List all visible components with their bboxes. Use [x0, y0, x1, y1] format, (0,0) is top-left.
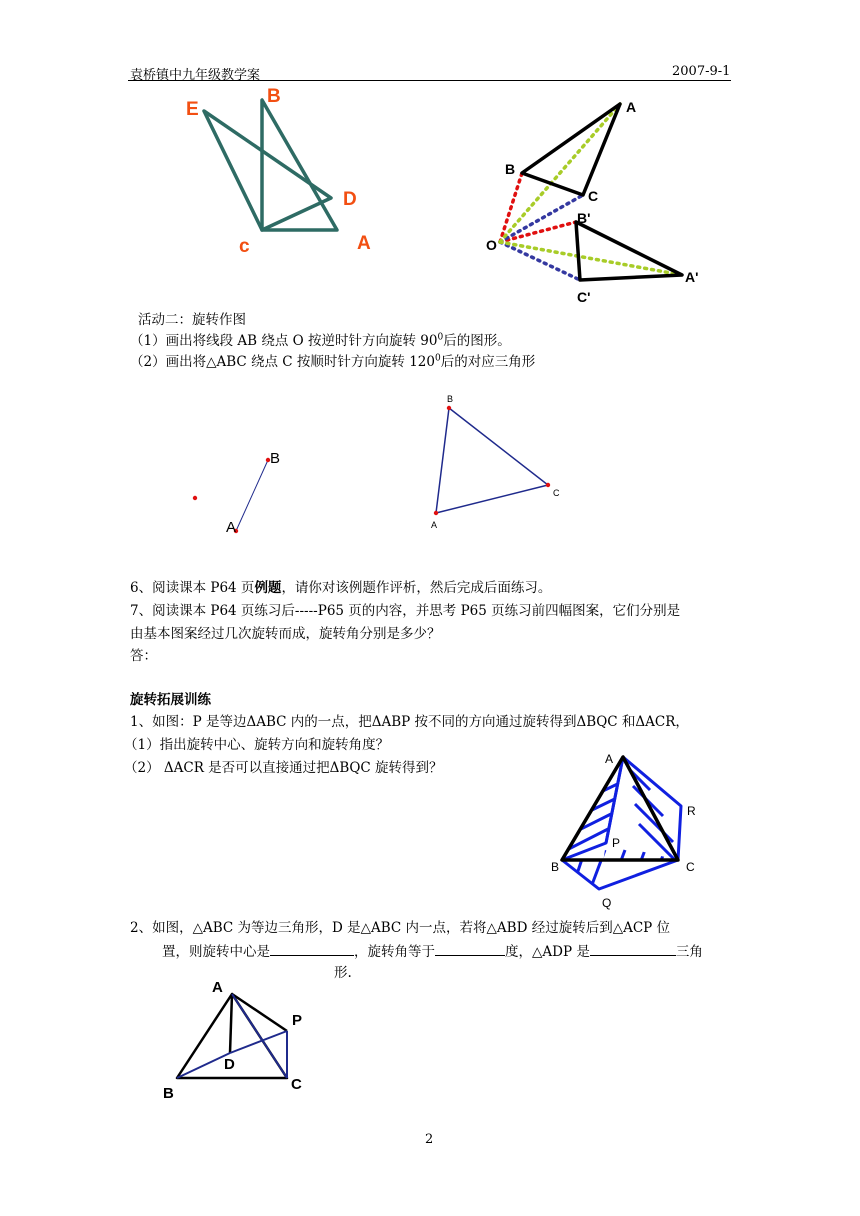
activity2-item1: （1）画出将线段 AB 绕点 O 按逆时针方向旋转 $90^0$后的图形。	[130, 332, 511, 349]
activity2-item2: （2）画出将△ABC 绕点 C 按顺时针方向旋转 $120^0$后的对应三角形	[130, 353, 536, 370]
header-rule	[128, 80, 731, 81]
label-b: B	[447, 394, 454, 404]
blank-triangle-type[interactable]	[590, 941, 676, 956]
figure-rotation-about-o	[480, 94, 720, 309]
dotted-oc2	[500, 242, 580, 280]
label-a: A	[357, 233, 371, 254]
label-o: O	[486, 237, 497, 253]
dotted-oa2	[500, 242, 682, 275]
section-title: 旋转拓展训练	[130, 692, 211, 708]
label-p: P	[292, 1012, 303, 1029]
problem-1: 1、如图：P 是等边ΔABC 内的一点，把ΔABP 按不同的方向通过旋转得到ΔBQC 和ΔACR，	[130, 714, 689, 730]
figure-triangle-abd-acp	[155, 972, 320, 1107]
label-e: E	[186, 99, 199, 120]
label-a: A	[605, 752, 614, 766]
label-q: Q	[602, 896, 612, 910]
triangle-abc	[522, 104, 620, 195]
problem-1-sub2: （2） ΔACR 是否可以直接通过把ΔBQC 旋转得到？	[124, 760, 443, 776]
dotted-oa	[500, 104, 620, 242]
point-c	[546, 483, 550, 487]
problem-2-line3: 形.	[334, 965, 352, 981]
label-a: A	[626, 99, 637, 115]
figure-triangle-abc	[420, 390, 580, 530]
question-7-line1: 7、阅读课本 P64 页练习后-----P65 页的内容，并思考 P65 页练习前四幅图案，它们分别是	[130, 603, 681, 619]
activity2-title: 活动二：旋转作图	[138, 312, 246, 328]
label-c: C	[553, 488, 560, 498]
label-b: B	[551, 860, 560, 874]
label-r: R	[687, 804, 696, 818]
triangle-bca	[262, 100, 337, 230]
label-a-prime: A'	[685, 269, 699, 285]
label-b: B	[270, 450, 281, 467]
label-a: A	[212, 979, 223, 996]
question-6: 6、阅读课本 P64 页例题，请你对该例题作评析，然后完成后面练习。	[130, 580, 552, 596]
label-d: D	[343, 189, 357, 210]
label-c: C	[588, 188, 599, 204]
label-b: B	[267, 86, 281, 107]
point-o	[193, 496, 197, 500]
label-a: A	[226, 519, 237, 536]
label-c-prime: C'	[577, 289, 591, 305]
label-d: D	[224, 1056, 235, 1073]
blank-rotation-angle[interactable]	[435, 941, 505, 956]
triangle-abc	[436, 408, 548, 513]
header-date: 2007-9-1	[672, 64, 731, 79]
triangle-ecd	[204, 111, 331, 230]
label-c: C	[291, 1076, 302, 1093]
answer-label: 答：	[130, 648, 157, 664]
point-a	[434, 511, 438, 515]
label-c: c	[239, 236, 250, 257]
figure-rotated-triangles	[180, 84, 380, 259]
label-a: A	[431, 520, 438, 530]
label-b: B	[505, 161, 516, 177]
problem-1-sub1: （1）指出旋转中心、旋转方向和旋转角度？	[124, 737, 390, 753]
problem-2-line1: 2、如图，△ABC 为等边三角形，D 是△ABC 内一点，若将△ABD 经过旋转后到△ACP 位	[130, 920, 671, 936]
question-7-line2: 由基本图案经过几次旋转而成，旋转角分别是多少？	[130, 626, 441, 642]
problem-2-line2: 置，则旋转中心是 ，旋转角等于 度，△ADP 是 三角	[162, 941, 703, 962]
label-p: P	[612, 836, 621, 850]
dotted-ob2	[500, 222, 576, 242]
header-left: 袁桥镇中九年级教学案	[130, 68, 261, 83]
label-b: B	[163, 1085, 174, 1102]
label-b-prime: B'	[577, 210, 591, 226]
segment-ab	[236, 460, 268, 531]
page-number: 2	[425, 1132, 434, 1147]
blank-rotation-center[interactable]	[270, 941, 354, 956]
figure-hatched-triangles	[545, 750, 705, 910]
point-b	[447, 406, 451, 410]
figure-segment-ab	[185, 448, 295, 540]
label-c: C	[686, 860, 695, 874]
